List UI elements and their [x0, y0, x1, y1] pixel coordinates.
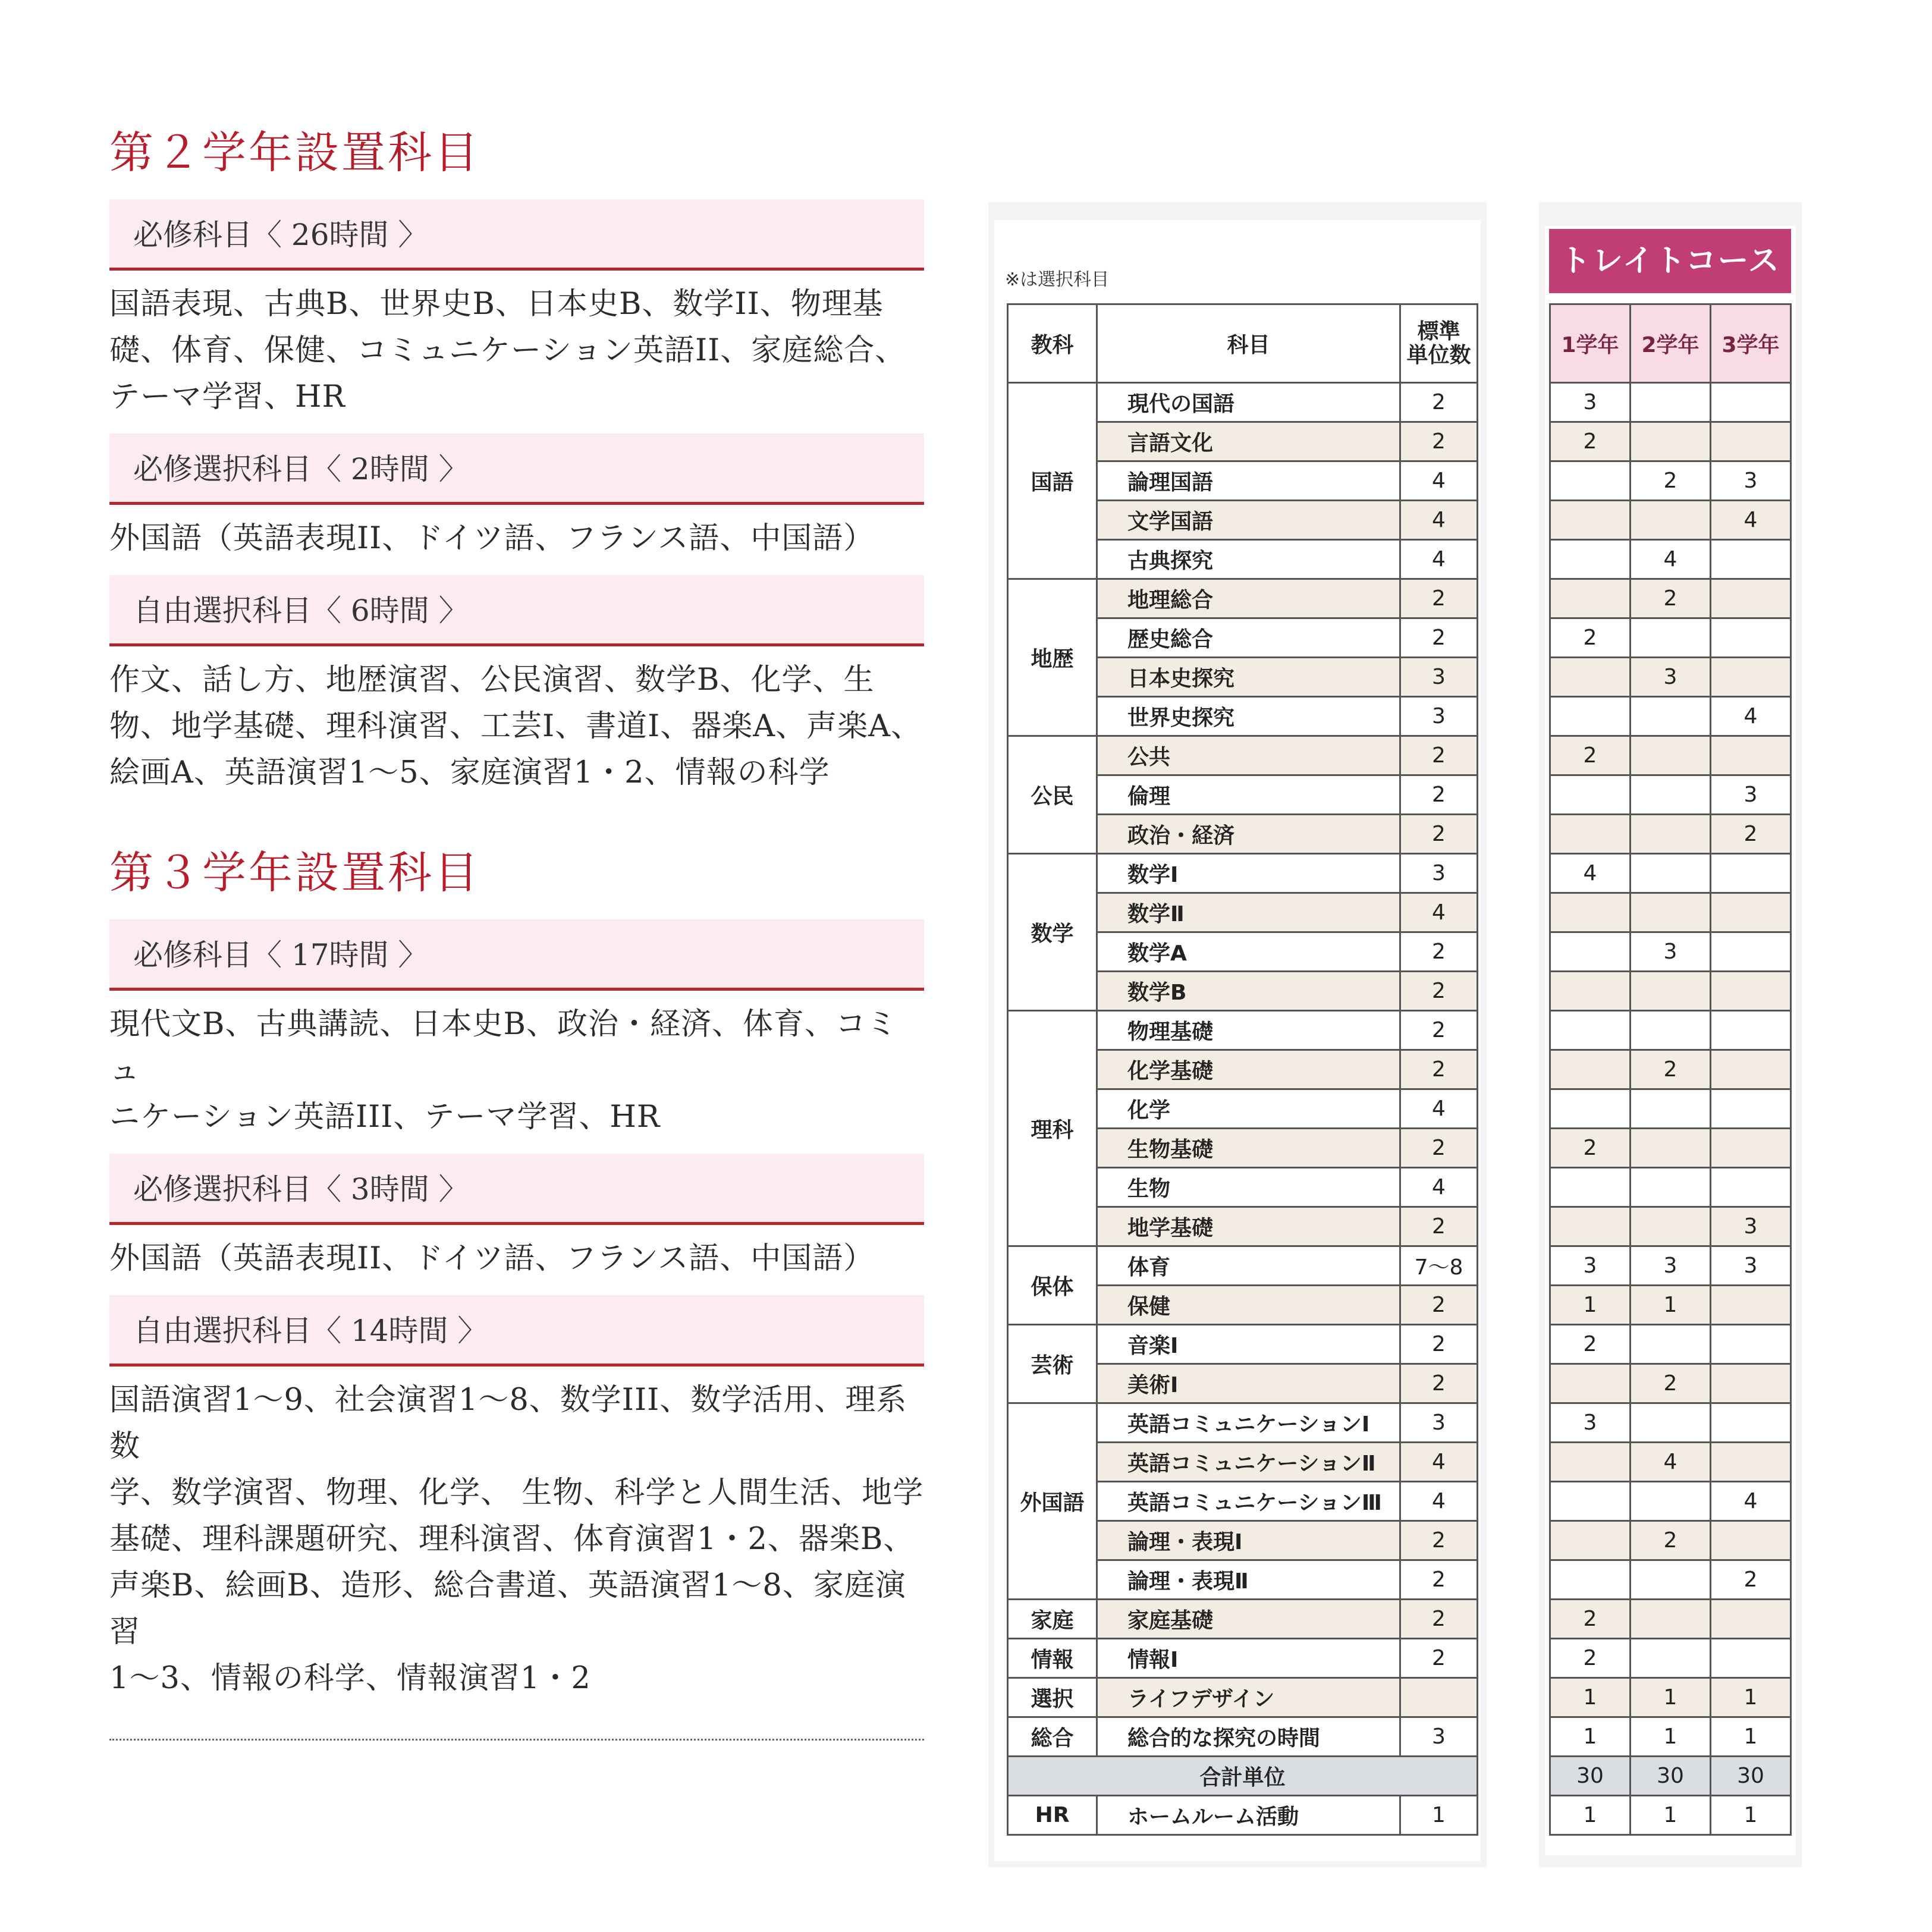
units-cell — [1400, 1678, 1478, 1717]
grade-1-cell: 3 — [1550, 383, 1631, 422]
grade-1-total: 30 — [1550, 1757, 1631, 1796]
grade-1-cell: 1 — [1550, 1286, 1631, 1325]
subject-cell: 美術Ⅰ — [1097, 1364, 1400, 1403]
units-cell: 2 — [1400, 1560, 1478, 1600]
grade-2-cell — [1631, 775, 1711, 815]
course-row — [1550, 1129, 1791, 1168]
subject-cell: 数学B — [1097, 972, 1400, 1011]
header-kyoka: 教科 — [1008, 304, 1097, 383]
units-cell: 4 — [1400, 1089, 1478, 1129]
grade-2-cell — [1631, 1011, 1711, 1050]
grade-3-cell — [1711, 854, 1791, 893]
grade-2-cell: 4 — [1631, 540, 1711, 579]
grade-2-cell — [1631, 854, 1711, 893]
grade-3-cell — [1711, 1286, 1791, 1325]
hr-subject-cell: ホームルーム活動 — [1097, 1796, 1400, 1835]
kyoka-cell: 数学 — [1008, 854, 1097, 1011]
grade-3-cell — [1711, 972, 1791, 1011]
subject-line: 作文、話し方、地歴演習、公民演習、数学B、化学、生 — [109, 662, 875, 698]
grade-1-cell: 1 — [1550, 1717, 1631, 1757]
grade-3-cell: 2 — [1711, 1560, 1791, 1600]
category-subjects — [109, 505, 924, 575]
subject-line: 1〜3、情報の科学、情報演習1・2 — [109, 1661, 591, 1696]
course-row — [1550, 1639, 1791, 1678]
course-row — [1550, 461, 1791, 501]
grade-1-cell — [1550, 461, 1631, 501]
grade-3-cell — [1711, 893, 1791, 932]
grade-1-cell — [1550, 658, 1631, 697]
grade-3-cell — [1711, 1403, 1791, 1443]
grade-3-cell: 1 — [1711, 1717, 1791, 1757]
grade-2-cell — [1631, 501, 1711, 540]
kyoka-cell: 保体 — [1008, 1246, 1097, 1325]
course-row — [1550, 1089, 1791, 1129]
subject-line: 国語表現、古典B、世界史B、日本史B、数学II、物理基 — [109, 287, 884, 322]
subject-cell: 生物基礎 — [1097, 1129, 1400, 1168]
category-heading: 必修科目〈 26時間 〉 — [109, 199, 924, 271]
curriculum-row — [1008, 854, 1478, 893]
subject-cell: 音楽Ⅰ — [1097, 1325, 1400, 1364]
grade-2-cell — [1631, 383, 1711, 422]
grade-1-cell — [1550, 1482, 1631, 1521]
subject-cell: 化学基礎 — [1097, 1050, 1400, 1089]
grade-3-cell — [1711, 1050, 1791, 1089]
grade-2-cell: 3 — [1631, 932, 1711, 972]
curriculum-row — [1008, 1600, 1478, 1639]
subject-line: 国語演習1〜9、社会演習1〜8、数学III、数学活用、理系数 — [109, 1383, 907, 1464]
course-row — [1550, 1717, 1791, 1757]
units-cell: 2 — [1400, 1521, 1478, 1560]
curriculum-row — [1008, 1678, 1478, 1717]
grade-1-cell — [1550, 893, 1631, 932]
course-row — [1550, 736, 1791, 775]
units-cell: 2 — [1400, 1050, 1478, 1089]
elective-note: ※は選択科目 — [1005, 269, 1110, 290]
grade-2-cell: 4 — [1631, 1443, 1711, 1482]
grade-2-cell: 2 — [1631, 1050, 1711, 1089]
subject-cell: 地学基礎 — [1097, 1207, 1400, 1246]
subject-cell: 論理・表現Ⅰ — [1097, 1521, 1400, 1560]
course-row — [1550, 1286, 1791, 1325]
category-heading: 必修選択科目〈 2時間 〉 — [109, 433, 924, 505]
units-cell: 4 — [1400, 540, 1478, 579]
units-cell: 4 — [1400, 501, 1478, 540]
subject-cell: 公共 — [1097, 736, 1400, 775]
course-row — [1550, 1011, 1791, 1050]
units-cell: 2 — [1400, 383, 1478, 422]
grade-1-cell: 2 — [1550, 736, 1631, 775]
units-cell: 2 — [1400, 932, 1478, 972]
course-row — [1550, 1364, 1791, 1403]
grade-1-cell — [1550, 501, 1631, 540]
grade-2-cell: 2 — [1631, 461, 1711, 501]
grade-3-cell: 4 — [1711, 697, 1791, 736]
subject-cell: 地理総合 — [1097, 579, 1400, 618]
course-row — [1550, 1050, 1791, 1089]
course-row — [1550, 1600, 1791, 1639]
units-cell: 2 — [1400, 1600, 1478, 1639]
grade-3-cell — [1711, 1325, 1791, 1364]
grade-3-cell: 3 — [1711, 1246, 1791, 1286]
units-cell: 4 — [1400, 461, 1478, 501]
hr-kyoka-cell: HR — [1008, 1796, 1097, 1835]
subject-line: 外国語（英語表現II、ドイツ語、フランス語、中国語） — [109, 521, 875, 556]
grade-title: 第２学年設置科目 — [109, 127, 480, 178]
subject-cell: 政治・経済 — [1097, 815, 1400, 854]
units-cell: 4 — [1400, 1443, 1478, 1482]
grade-3-cell: 4 — [1711, 1482, 1791, 1521]
grade-1-cell: 2 — [1550, 1129, 1631, 1168]
course-row — [1550, 932, 1791, 972]
kyoka-cell: 国語 — [1008, 383, 1097, 579]
curriculum-row — [1008, 736, 1478, 775]
grade-2-cell — [1631, 1403, 1711, 1443]
subject-line: 外国語（英語表現II、ドイツ語、フランス語、中国語） — [109, 1241, 875, 1276]
header-kamoku: 科目 — [1097, 304, 1400, 383]
grade-title: 第３学年設置科目 — [109, 847, 480, 899]
course-row — [1550, 854, 1791, 893]
units-cell: 2 — [1400, 972, 1478, 1011]
course-row — [1550, 815, 1791, 854]
curriculum-row — [1008, 1246, 1478, 1286]
total-row — [1008, 1757, 1478, 1796]
grade-3-cell: 1 — [1711, 1678, 1791, 1717]
grade-3-cell — [1711, 658, 1791, 697]
grade-1-cell — [1550, 579, 1631, 618]
grade-3-cell — [1711, 1443, 1791, 1482]
grade-3-hr: 1 — [1711, 1796, 1791, 1835]
grade-1-cell: 2 — [1550, 1600, 1631, 1639]
grade-3-cell: 3 — [1711, 775, 1791, 815]
grade-3-cell: 3 — [1711, 1207, 1791, 1246]
units-cell: 7〜8 — [1400, 1246, 1478, 1286]
course-title: トレイトコース — [1549, 229, 1791, 293]
category-subjects — [109, 1366, 924, 1715]
grade-3-cell: 4 — [1711, 501, 1791, 540]
course-row — [1550, 1246, 1791, 1286]
subject-cell: 数学Ⅱ — [1097, 893, 1400, 932]
category-heading: 自由選択科目〈 14時間 〉 — [109, 1295, 924, 1366]
category-subjects — [109, 646, 924, 809]
grade-3-cell — [1711, 1639, 1791, 1678]
subject-cell: 総合的な探究の時間 — [1097, 1717, 1400, 1757]
units-cell: 2 — [1400, 1364, 1478, 1403]
subject-cell: 体育 — [1097, 1246, 1400, 1286]
grade-3-cell — [1711, 1129, 1791, 1168]
units-cell: 2 — [1400, 1639, 1478, 1678]
grade-3-cell — [1711, 1521, 1791, 1560]
grade-1-cell: 1 — [1550, 1678, 1631, 1717]
grade-2-cell — [1631, 1207, 1711, 1246]
grade-2-cell — [1631, 893, 1711, 932]
category-heading: 自由選択科目〈 6時間 〉 — [109, 575, 924, 646]
grade-2-cell: 2 — [1631, 579, 1711, 618]
kyoka-cell: 地歴 — [1008, 579, 1097, 736]
grade-2-cell — [1631, 1168, 1711, 1207]
kyoka-cell: 外国語 — [1008, 1403, 1097, 1600]
grade-3-cell — [1711, 579, 1791, 618]
curriculum-row — [1008, 1325, 1478, 1364]
curriculum-table — [1007, 303, 1478, 1836]
course-hr-row — [1550, 1796, 1791, 1835]
subject-cell: 情報Ⅰ — [1097, 1639, 1400, 1678]
course-row — [1550, 501, 1791, 540]
units-cell: 3 — [1400, 854, 1478, 893]
grade-3-cell — [1711, 618, 1791, 658]
category-subjects — [109, 1225, 924, 1295]
grade-3-cell: 2 — [1711, 815, 1791, 854]
kyoka-cell: 選択 — [1008, 1678, 1097, 1717]
grade-2-cell — [1631, 972, 1711, 1011]
curriculum-row — [1008, 1717, 1478, 1757]
grade-3-cell — [1711, 422, 1791, 461]
subject-cell: 化学 — [1097, 1089, 1400, 1129]
subject-cell: 言語文化 — [1097, 422, 1400, 461]
course-row — [1550, 540, 1791, 579]
category-heading: 必修選択科目〈 3時間 〉 — [109, 1154, 924, 1225]
subject-cell: 世界史探究 — [1097, 697, 1400, 736]
grade-2-cell — [1631, 1482, 1711, 1521]
grade-3-cell: 3 — [1711, 461, 1791, 501]
course-row — [1550, 1482, 1791, 1521]
curriculum-row — [1008, 1011, 1478, 1050]
course-total-row — [1550, 1757, 1791, 1796]
grade-2-cell: 3 — [1631, 1246, 1711, 1286]
subject-cell: 論理国語 — [1097, 461, 1400, 501]
grade-1-cell — [1550, 1050, 1631, 1089]
course-row — [1550, 383, 1791, 422]
units-cell: 3 — [1400, 1403, 1478, 1443]
grade-1-cell — [1550, 1443, 1631, 1482]
course-header-row — [1550, 304, 1791, 383]
course-row — [1550, 1207, 1791, 1246]
grade-2-cell — [1631, 1089, 1711, 1129]
category-subjects — [109, 271, 924, 433]
grade-2-cell — [1631, 1325, 1711, 1364]
hr-units-cell: 1 — [1400, 1796, 1478, 1835]
grade-2-cell — [1631, 815, 1711, 854]
subject-line: 現代文B、古典講読、日本史B、政治・経済、体育、コミュ — [109, 1007, 897, 1088]
left-column — [109, 119, 924, 1741]
course-row — [1550, 1168, 1791, 1207]
grade-1-cell: 2 — [1550, 618, 1631, 658]
grade-2-cell — [1631, 422, 1711, 461]
grade-3-cell — [1711, 932, 1791, 972]
grade-2-cell — [1631, 618, 1711, 658]
grade-1-cell — [1550, 697, 1631, 736]
units-cell: 4 — [1400, 1168, 1478, 1207]
grade-2-cell — [1631, 1560, 1711, 1600]
total-label: 合計単位 — [1008, 1757, 1478, 1796]
dotted-divider — [109, 1739, 924, 1741]
header-grade-2: 2学年 — [1631, 304, 1711, 383]
grade-1-cell — [1550, 815, 1631, 854]
course-row — [1550, 1521, 1791, 1560]
grade-2-cell: 3 — [1631, 658, 1711, 697]
course-row — [1550, 618, 1791, 658]
grade-2-cell — [1631, 697, 1711, 736]
grade-1-cell — [1550, 1560, 1631, 1600]
curriculum-row — [1008, 1403, 1478, 1443]
grade-1-cell: 2 — [1550, 1639, 1631, 1678]
grade-1-cell — [1550, 775, 1631, 815]
subject-cell: 倫理 — [1097, 775, 1400, 815]
units-cell: 3 — [1400, 658, 1478, 697]
course-row — [1550, 1325, 1791, 1364]
hr-row — [1008, 1796, 1478, 1835]
subject-line: ニケーション英語III、テーマ学習、HR — [109, 1099, 661, 1135]
grade-3-cell — [1711, 1011, 1791, 1050]
grade-1-cell — [1550, 1521, 1631, 1560]
units-cell: 2 — [1400, 736, 1478, 775]
curriculum-row — [1008, 1639, 1478, 1678]
course-row — [1550, 893, 1791, 932]
course-row — [1550, 775, 1791, 815]
grade-1-cell: 2 — [1550, 1325, 1631, 1364]
grade-3-total: 30 — [1711, 1757, 1791, 1796]
kyoka-cell: 総合 — [1008, 1717, 1097, 1757]
header-grade-1: 1学年 — [1550, 304, 1631, 383]
subject-cell: 歴史総合 — [1097, 618, 1400, 658]
course-row — [1550, 422, 1791, 461]
course-table — [1549, 303, 1792, 1836]
grade-1-cell — [1550, 972, 1631, 1011]
subject-cell: 現代の国語 — [1097, 383, 1400, 422]
grade-2-hr: 1 — [1631, 1796, 1711, 1835]
grade-3-cell — [1711, 1168, 1791, 1207]
subject-line: 絵画A、英語演習1〜5、家庭演習1・2、情報の科学 — [109, 755, 830, 790]
subject-cell: 保健 — [1097, 1286, 1400, 1325]
grade-2-cell: 2 — [1631, 1521, 1711, 1560]
curriculum-row — [1008, 579, 1478, 618]
units-cell: 2 — [1400, 775, 1478, 815]
grade-2-cell — [1631, 1600, 1711, 1639]
category-subjects — [109, 991, 924, 1154]
course-row — [1550, 1560, 1791, 1600]
subject-cell: 論理・表現Ⅱ — [1097, 1560, 1400, 1600]
subject-line: テーマ学習、HR — [109, 379, 345, 414]
grade-2-cell: 1 — [1631, 1678, 1711, 1717]
units-cell: 2 — [1400, 1325, 1478, 1364]
subject-cell: 生物 — [1097, 1168, 1400, 1207]
grade-1-cell — [1550, 540, 1631, 579]
subject-cell: ライフデザイン — [1097, 1678, 1400, 1717]
grade-2-cell: 1 — [1631, 1286, 1711, 1325]
subject-cell: 数学A — [1097, 932, 1400, 972]
kyoka-cell: 公民 — [1008, 736, 1097, 854]
course-row — [1550, 697, 1791, 736]
kyoka-cell: 情報 — [1008, 1639, 1097, 1678]
grade-1-hr: 1 — [1550, 1796, 1631, 1835]
grade-3-cell — [1711, 1600, 1791, 1639]
units-cell: 3 — [1400, 697, 1478, 736]
header-units: 標準 単位数 — [1400, 304, 1478, 383]
units-cell: 3 — [1400, 1717, 1478, 1757]
course-row — [1550, 658, 1791, 697]
units-cell: 4 — [1400, 1482, 1478, 1521]
kyoka-cell: 理科 — [1008, 1011, 1097, 1246]
subject-cell: 古典探究 — [1097, 540, 1400, 579]
grade-2-cell — [1631, 1639, 1711, 1678]
subject-cell: 数学Ⅰ — [1097, 854, 1400, 893]
grade-1-cell: 4 — [1550, 854, 1631, 893]
units-cell: 2 — [1400, 815, 1478, 854]
units-cell: 2 — [1400, 1286, 1478, 1325]
category-heading: 必修科目〈 17時間 〉 — [109, 919, 924, 991]
units-cell: 2 — [1400, 579, 1478, 618]
subject-cell: 文学国語 — [1097, 501, 1400, 540]
course-row — [1550, 1443, 1791, 1482]
kyoka-cell: 芸術 — [1008, 1325, 1097, 1403]
grade-2-cell — [1631, 1129, 1711, 1168]
grade-1-cell: 3 — [1550, 1246, 1631, 1286]
subject-cell: 英語コミュニケーションⅢ — [1097, 1482, 1400, 1521]
subject-line: 基礎、理科課題研究、理科演習、体育演習1・2、器楽B、 — [109, 1522, 915, 1557]
curriculum-header-row — [1008, 304, 1478, 383]
units-cell: 2 — [1400, 422, 1478, 461]
grade-2-total: 30 — [1631, 1757, 1711, 1796]
subject-cell: 物理基礎 — [1097, 1011, 1400, 1050]
course-row — [1550, 1678, 1791, 1717]
subject-cell: 英語コミュニケーションⅠ — [1097, 1403, 1400, 1443]
subject-line: 学、数学演習、物理、化学、 生物、科学と人間生活、地学 — [109, 1475, 924, 1510]
kyoka-cell: 家庭 — [1008, 1600, 1097, 1639]
grade-3-cell — [1711, 540, 1791, 579]
subject-cell: 家庭基礎 — [1097, 1600, 1400, 1639]
units-cell: 2 — [1400, 1129, 1478, 1168]
grade-1-cell — [1550, 1207, 1631, 1246]
subject-line: 物、地学基礎、理科演習、工芸I、書道I、器楽A、声楽A、 — [109, 709, 922, 744]
grade-1-cell: 3 — [1550, 1403, 1631, 1443]
grade-2-cell: 1 — [1631, 1717, 1711, 1757]
grade-3-cell — [1711, 736, 1791, 775]
units-cell: 2 — [1400, 1207, 1478, 1246]
grade-2-cell — [1631, 736, 1711, 775]
subject-line: 声楽B、絵画B、造形、総合書道、英語演習1〜8、家庭演習 — [109, 1568, 906, 1650]
grade-3-cell — [1711, 383, 1791, 422]
header-grade-3: 3学年 — [1711, 304, 1791, 383]
grade-1-cell — [1550, 1011, 1631, 1050]
units-cell: 2 — [1400, 618, 1478, 658]
units-cell: 4 — [1400, 893, 1478, 932]
course-row — [1550, 972, 1791, 1011]
course-row — [1550, 1403, 1791, 1443]
grade-1-cell: 2 — [1550, 422, 1631, 461]
subject-line: 礎、体育、保健、コミュニケーション英語II、家庭総合、 — [109, 333, 906, 368]
subject-cell: 日本史探究 — [1097, 658, 1400, 697]
units-cell: 2 — [1400, 1011, 1478, 1050]
grade-1-cell — [1550, 932, 1631, 972]
grade-1-cell — [1550, 1089, 1631, 1129]
grade-1-cell — [1550, 1168, 1631, 1207]
grade-2-cell: 2 — [1631, 1364, 1711, 1403]
grade-3-cell — [1711, 1364, 1791, 1403]
grade-3-cell — [1711, 1089, 1791, 1129]
curriculum-row — [1008, 383, 1478, 422]
course-row — [1550, 579, 1791, 618]
subject-cell: 英語コミュニケーションⅡ — [1097, 1443, 1400, 1482]
grade-1-cell — [1550, 1364, 1631, 1403]
